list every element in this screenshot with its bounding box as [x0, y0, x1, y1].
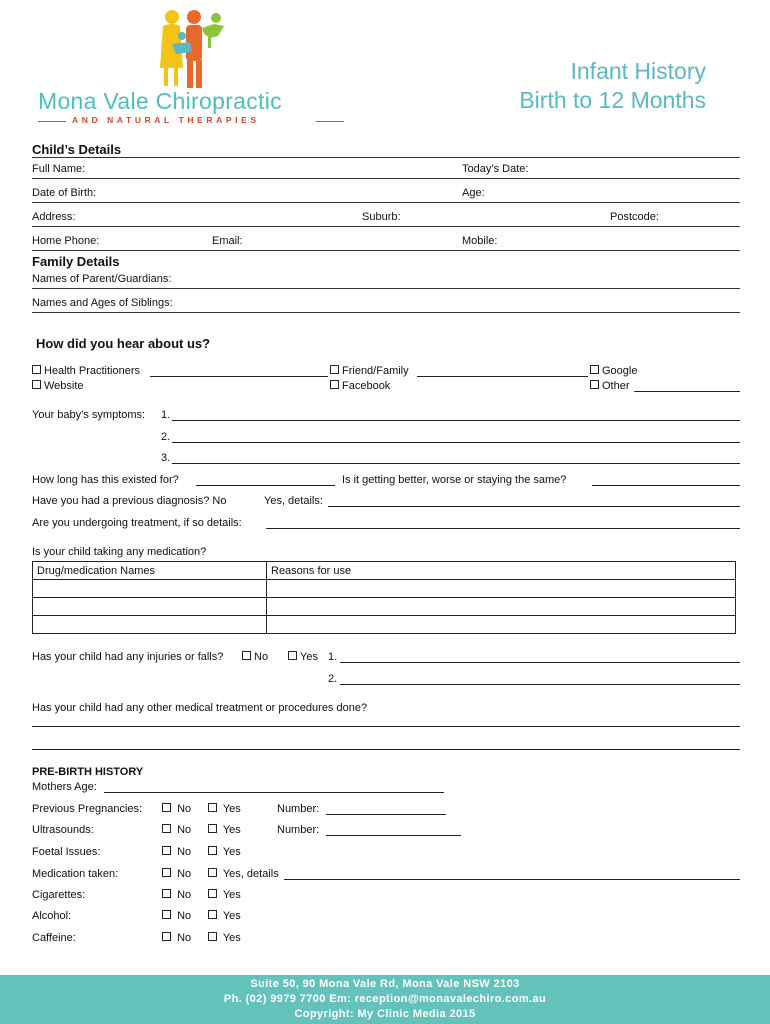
hear-about-heading: How did you hear about us?: [36, 336, 211, 351]
medication-taken-label: Medication taken:: [32, 868, 119, 880]
alcohol-no[interactable]: No: [162, 910, 191, 922]
address-label: Address:: [32, 211, 76, 223]
ultrasounds-number-field[interactable]: [326, 835, 461, 836]
alcohol-label: Alcohol:: [32, 910, 72, 922]
checkbox[interactable]: [590, 365, 599, 374]
checkbox[interactable]: [162, 889, 171, 898]
prebirth-heading: PRE-BIRTH HISTORY: [32, 766, 144, 778]
ultrasounds-no[interactable]: No: [162, 824, 191, 836]
how-long-label: How long has this existed for?: [32, 474, 179, 486]
injury-1-field[interactable]: [340, 662, 740, 663]
medication-taken-details-field[interactable]: [284, 879, 740, 880]
medication-names-header: Drug/medication Names: [33, 562, 267, 580]
symptom-2-field[interactable]: [172, 442, 740, 443]
symptom-1-field[interactable]: [172, 420, 740, 421]
siblings-label: Names and Ages of Siblings:: [32, 297, 173, 309]
injuries-no-option[interactable]: No: [242, 651, 268, 663]
friend-family-line[interactable]: [417, 376, 588, 377]
symptom-1-number: 1.: [161, 409, 171, 421]
dob-field[interactable]: [32, 202, 740, 203]
checkbox[interactable]: [590, 380, 599, 389]
previous-pregnancies-no[interactable]: No: [162, 803, 191, 815]
postcode-label: Postcode:: [610, 211, 659, 223]
website-option[interactable]: Website: [32, 380, 84, 392]
checkbox[interactable]: [208, 868, 217, 877]
tagline-rule-right: [316, 121, 344, 122]
foetal-issues-label: Foetal Issues:: [32, 846, 101, 858]
footer-copyright: Copyright: My Clinic Media 2015: [294, 1008, 476, 1020]
phone-field[interactable]: [32, 250, 740, 251]
checkbox[interactable]: [162, 846, 171, 855]
other-line[interactable]: [634, 391, 740, 392]
mobile-label: Mobile:: [462, 235, 498, 247]
other-option[interactable]: Other: [590, 380, 630, 392]
family-details-heading: Family Details: [32, 254, 120, 269]
better-worse-label: Is it getting better, worse or staying the same?: [342, 474, 567, 486]
home-phone-label: Home Phone:: [32, 235, 100, 247]
table-row[interactable]: [33, 580, 736, 598]
brand-name: Mona Vale Chiropractic: [38, 88, 282, 114]
previous-pregnancies-label: Previous Pregnancies:: [32, 803, 143, 815]
other-treatment-question: Has your child had any other medical treatment or procedures done?: [32, 702, 368, 714]
address-field[interactable]: [32, 226, 740, 227]
table-row[interactable]: [33, 598, 736, 616]
better-worse-field[interactable]: [592, 485, 740, 486]
checkbox[interactable]: [162, 803, 171, 812]
foetal-issues-yes[interactable]: Yes: [208, 846, 241, 858]
facebook-option[interactable]: Facebook: [330, 380, 390, 392]
todays-date-label: Today’s Date:: [462, 163, 529, 175]
siblings-field[interactable]: [32, 312, 740, 313]
checkbox[interactable]: [288, 651, 297, 660]
previous-diagnosis-label: Have you had a previous diagnosis? No: [32, 495, 227, 507]
medication-taken-no[interactable]: No: [162, 868, 191, 880]
cigarettes-yes[interactable]: Yes: [208, 889, 241, 901]
cigarettes-no[interactable]: No: [162, 889, 191, 901]
full-name-field[interactable]: [32, 178, 740, 179]
previous-pregnancies-number-field[interactable]: [326, 814, 446, 815]
checkbox[interactable]: [32, 380, 41, 389]
table-row[interactable]: [33, 616, 736, 634]
brand-tagline: AND NATURAL THERAPIES: [72, 115, 260, 125]
medication-taken-yes[interactable]: Yes, details: [208, 868, 279, 880]
caffeine-label: Caffeine:: [32, 932, 76, 944]
cigarettes-label: Cigarettes:: [32, 889, 86, 901]
injuries-question: Has your child had any injuries or falls?: [32, 651, 224, 663]
checkbox[interactable]: [208, 932, 217, 941]
symptoms-label: Your baby’s symptoms:: [32, 409, 146, 421]
injury-2-number: 2.: [328, 673, 338, 685]
reason-cell[interactable]: [267, 598, 736, 616]
form-subtitle: Birth to 12 Months: [519, 87, 706, 113]
footer-contact: Ph. (02) 9979 7700 Em: reception@monavalechiro.com.au: [223, 993, 547, 1005]
previous-pregnancies-yes[interactable]: Yes: [208, 803, 241, 815]
other-treatment-field-1[interactable]: [32, 726, 740, 727]
checkbox[interactable]: [242, 651, 251, 660]
checkbox[interactable]: [32, 365, 41, 374]
ultrasounds-label: Ultrasounds:: [32, 824, 94, 836]
family-figures-logo-icon: [150, 8, 230, 90]
medication-name-cell[interactable]: [33, 616, 267, 634]
other-treatment-field-2[interactable]: [32, 749, 740, 750]
checkbox[interactable]: [208, 803, 217, 812]
symptom-2-number: 2.: [161, 431, 171, 443]
medication-table: [32, 561, 736, 634]
health-practitioners-line[interactable]: [150, 376, 328, 377]
medication-name-cell[interactable]: [33, 598, 267, 616]
full-name-label: Full Name:: [32, 163, 86, 175]
friend-family-option[interactable]: Friend/Family: [330, 365, 409, 377]
alcohol-yes[interactable]: Yes: [208, 910, 241, 922]
reasons-header: Reasons for use: [267, 562, 736, 580]
injuries-yes-option[interactable]: Yes: [288, 651, 318, 663]
parents-label: Names of Parent/Guardians:: [32, 273, 172, 285]
checkbox[interactable]: [208, 824, 217, 833]
caffeine-no[interactable]: No: [162, 932, 191, 944]
checkbox[interactable]: [162, 932, 171, 941]
how-long-field[interactable]: [196, 485, 335, 486]
symptom-3-field[interactable]: [172, 463, 740, 464]
reason-cell[interactable]: [267, 616, 736, 634]
medication-name-cell[interactable]: [33, 580, 267, 598]
table-header-row: [33, 562, 736, 580]
footer: [0, 975, 770, 1024]
form-title: Infant History: [570, 58, 706, 84]
checkbox[interactable]: [208, 889, 217, 898]
treatment-label: Are you undergoing treatment, if so details:: [32, 517, 242, 529]
age-label: Age:: [462, 187, 485, 199]
checkbox[interactable]: [330, 380, 339, 389]
checkbox[interactable]: [208, 910, 217, 919]
injury-2-field[interactable]: [340, 684, 740, 685]
childs-details-heading: Child’s Details: [32, 142, 122, 157]
suburb-label: Suburb:: [362, 211, 401, 223]
dob-label: Date of Birth:: [32, 187, 97, 199]
checkbox[interactable]: [162, 910, 171, 919]
mothers-age-label: Mothers Age:: [32, 781, 97, 793]
checkbox[interactable]: [162, 868, 171, 877]
diagnosis-yes-details-label: Yes, details:: [264, 495, 323, 507]
reason-cell[interactable]: [267, 580, 736, 598]
email-label: Email:: [212, 235, 243, 247]
divider: [32, 157, 740, 158]
ultrasounds-yes[interactable]: Yes: [208, 824, 241, 836]
checkbox[interactable]: [330, 365, 339, 374]
google-option[interactable]: Google: [590, 365, 637, 377]
caffeine-yes[interactable]: Yes: [208, 932, 241, 944]
medication-question: Is your child taking any medication?: [32, 546, 207, 558]
ultrasounds-number-label: Number:: [277, 824, 320, 836]
foetal-issues-no[interactable]: No: [162, 846, 191, 858]
footer-address: Suite 50, 90 Mona Vale Rd, Mona Vale NSW 2103: [250, 978, 520, 990]
checkbox[interactable]: [162, 824, 171, 833]
tagline-rule-left: [38, 121, 66, 122]
symptom-3-number: 3.: [161, 452, 171, 464]
health-practitioners-option[interactable]: Health Practitioners: [32, 365, 140, 377]
treatment-field[interactable]: [266, 528, 740, 529]
parents-field[interactable]: [32, 288, 740, 289]
checkbox[interactable]: [208, 846, 217, 855]
diagnosis-details-field[interactable]: [328, 506, 740, 507]
injury-1-number: 1.: [328, 651, 338, 663]
previous-pregnancies-number-label: Number:: [277, 803, 320, 815]
mothers-age-field[interactable]: [104, 792, 444, 793]
